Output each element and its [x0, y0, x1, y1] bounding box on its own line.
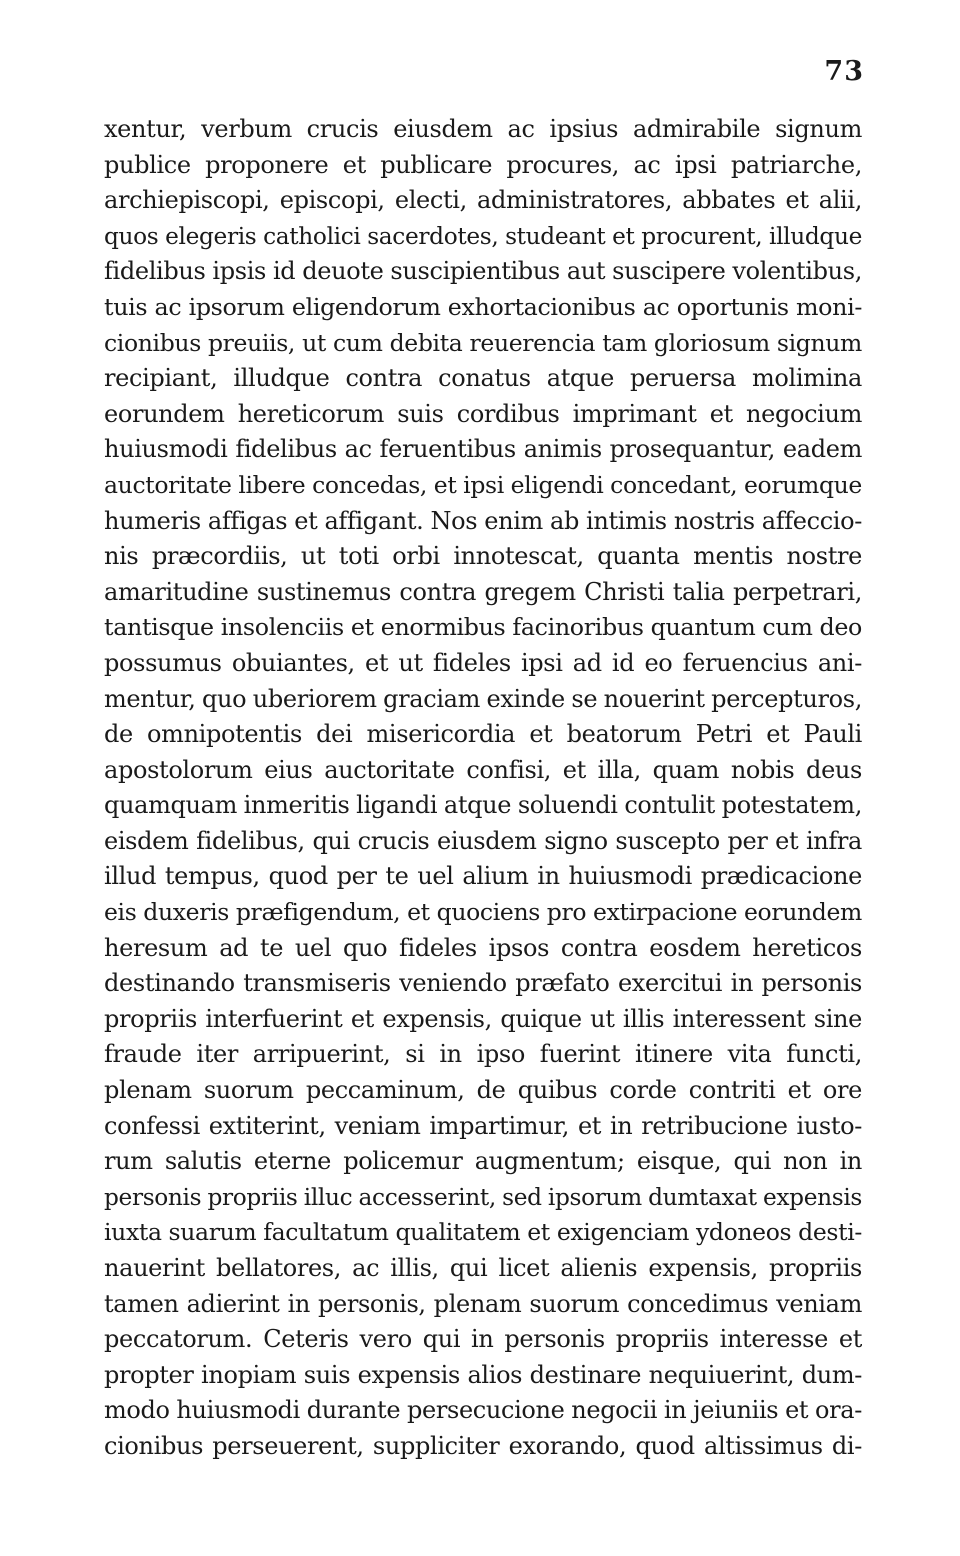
text-line: cionibus preuiis, ut cum debita reuerencia tam gloriosum signum: [104, 328, 862, 357]
page-number: 73: [824, 56, 864, 87]
text-line: apostolorum eius auctoritate confisi, et illa, quam nobis deus: [104, 755, 862, 784]
text-line: plenam suorum peccaminum, de quibus corde contriti et ore: [104, 1076, 862, 1105]
text-line: huiusmodi fidelibus ac feruentibus animis prosequantur, eadem: [104, 435, 862, 464]
text-line: propriis interfuerint et expensis, quique ut illis interessent sine: [104, 1004, 862, 1033]
text-line: nis præcordiis, ut toti orbi innotescat, quanta mentis nostre: [104, 542, 862, 571]
text-line: humeris affigas et affigant. Nos enim ab intimis nostris affeccio-: [104, 506, 862, 535]
text-line: peccatorum. Ceteris vero qui in personis propriis interesse et: [104, 1325, 862, 1354]
text-line: xentur, verbum crucis eiusdem ac ipsius admirabile signum: [104, 115, 862, 143]
text-line: iuxta suarum facultatum qualitatem et exigenciam ydoneos desti-: [104, 1218, 862, 1247]
text-line: destinando transmiseris veniendo præfato exercitui in personis: [104, 969, 862, 998]
text-line: fidelibus ipsis id deuote suscipientibus aut suscipere volentibus,: [104, 257, 862, 286]
text-line: possumus obuiantes, et ut fideles ipsi ad id eo feruencius ani-: [104, 648, 862, 677]
text-line: mentur, quo uberiorem graciam exinde se nouerint percepturos,: [104, 684, 862, 713]
text-line: recipiant, illudque contra conatus atque peruersa molimina: [104, 364, 862, 393]
text-line: heresum ad te uel quo fideles ipsos contra eosdem hereticos: [104, 933, 862, 962]
text-line: illud tempus, quod per te uel alium in huiusmodi prædicacione: [104, 862, 862, 891]
text-line: propter inopiam suis expensis alios destinare nequiuerint, dum-: [104, 1360, 862, 1389]
text-line: personis propriis illuc accesserint, sed ipsorum dumtaxat expensis: [104, 1183, 862, 1211]
text-line: auctoritate libere concedas, et ipsi eligendi concedant, eorumque: [104, 470, 862, 499]
text-line: eisdem fidelibus, qui crucis eiusdem signo suscepto per et infra: [104, 826, 862, 855]
text-line: fraude iter arripuerint, si in ipso fuerint itinere vita functi,: [104, 1040, 862, 1069]
text-line: eis duxeris præfigendum, et quociens pro extirpacione eorundem: [104, 898, 862, 927]
text-line: quos elegeris catholici sacerdotes, studeant et procurent, illudque: [104, 222, 862, 250]
text-line: cionibus perseuerent, suppliciter exorando, quod altissimus di-: [104, 1431, 862, 1460]
body-text: [104, 112, 862, 1465]
text-line: tamen adierint in personis, plenam suorum concedimus veniam: [104, 1289, 862, 1318]
text-line: publice proponere et publicare procures, ac ipsi patriarche,: [104, 150, 862, 179]
text-line: eorundem hereticorum suis cordibus imprimant et negocium: [104, 399, 862, 428]
text-line: rum salutis eterne policemur augmentum; eisque, qui non in: [104, 1147, 862, 1176]
text-line: amaritudine sustinemus contra gregem Christi talia perpetrari,: [104, 577, 862, 606]
text-line: de omnipotentis dei misericordia et beatorum Petri et Pauli: [104, 720, 862, 749]
text-line: nauerint bellatores, ac illis, qui licet alienis expensis, propriis: [104, 1254, 862, 1282]
text-line: tantisque insolenciis et enormibus facinoribus quantum cum deo: [104, 613, 862, 642]
text-line: tuis ac ipsorum eligendorum exhortacionibus ac oportunis moni-: [104, 292, 862, 321]
text-line: quamquam inmeritis ligandi atque soluendi contulit potestatem,: [104, 791, 862, 820]
text-line: confessi extiterint, veniam impartimur, et in retribucione iusto-: [104, 1111, 862, 1140]
text-line: modo huiusmodi durante persecucione negocii in jeiuniis et ora-: [104, 1396, 862, 1425]
text-line: archiepiscopi, episcopi, electi, administratores, abbates et alii,: [104, 186, 862, 215]
